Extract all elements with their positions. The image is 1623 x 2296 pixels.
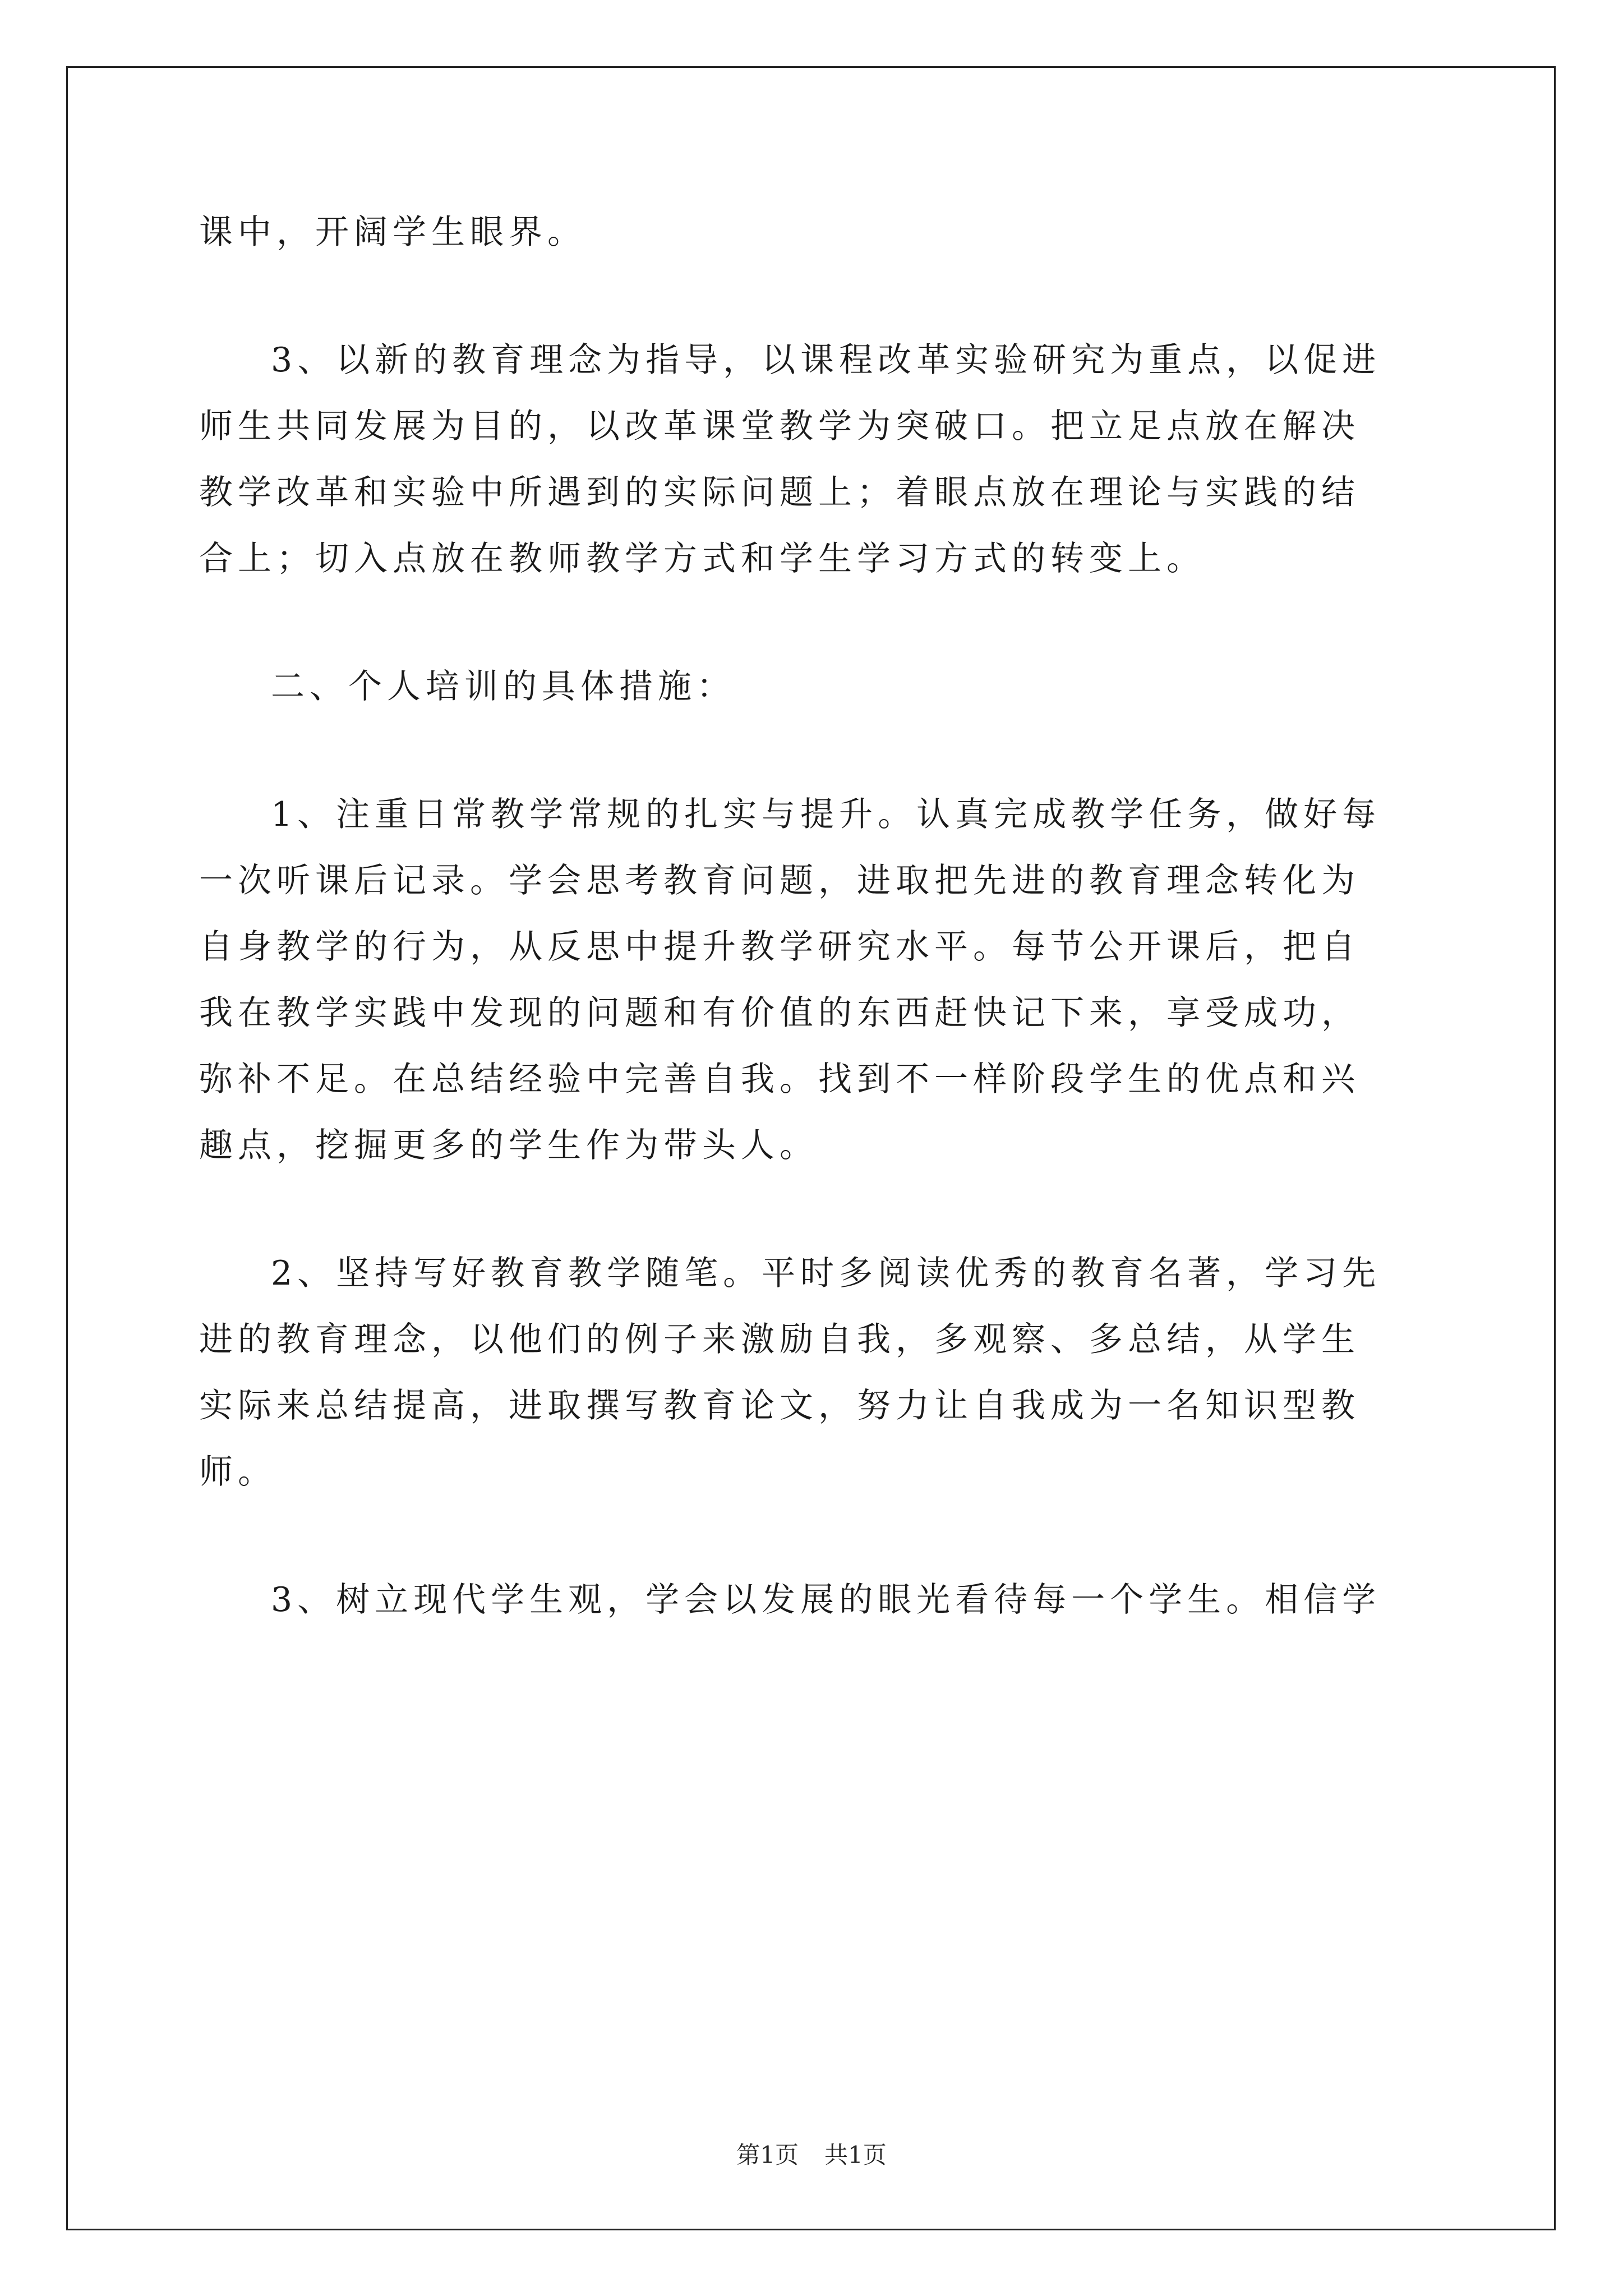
- text-line: 教学改革和实验中所遇到的实际问题上；着眼点放在理论与实践的结: [199, 473, 1360, 512]
- text-line: 趣点，挖掘更多的学生作为带头人。: [199, 1126, 818, 1165]
- paragraph: [199, 654, 1430, 720]
- text-line: 3、树立现代学生观，学会以发展的眼光看待每一个学生。相信学: [271, 1580, 1381, 1619]
- paragraph: [199, 199, 1430, 265]
- page-footer: [0, 2138, 1623, 2172]
- text-line: 进的教育理念，以他们的例子来激励自我，多观察、多总结，从学生: [199, 1320, 1360, 1359]
- text-line: 我在教学实践中发现的问题和有价值的东西赶快记下来，享受成功，: [199, 993, 1360, 1033]
- paragraph: [199, 327, 1430, 592]
- text-line: 2、坚持写好教育教学随笔。平时多阅读优秀的教育名著，学习先: [271, 1254, 1381, 1293]
- text-line: 师生共同发展为目的，以改革课堂教学为突破口。把立足点放在解决: [199, 407, 1360, 446]
- text-line: 一次听课后记录。学会思考教育问题，进取把先进的教育理念转化为: [199, 861, 1360, 900]
- text-line: 实际来总结提高，进取撰写教育论文，努力让自我成为一名知识型教: [199, 1386, 1360, 1425]
- text-line: 合上；切入点放在教师教学方式和学生学习方式的转变上。: [199, 539, 1205, 578]
- text-line: 弥补不足。在总结经验中完善自我。找到不一样阶段学生的优点和兴: [199, 1060, 1360, 1099]
- paragraph: [199, 1567, 1430, 1633]
- paragraph: [199, 1240, 1430, 1505]
- document-body: [199, 199, 1430, 1633]
- text-line: 3、以新的教育理念为指导，以课程改革实验研究为重点，以促进: [271, 341, 1381, 380]
- text-line: 课中，开阔学生眼界。: [199, 213, 586, 252]
- text-line: 自身教学的行为，从反思中提升教学研究水平。每节公开课后，把自: [199, 927, 1360, 967]
- text-line: 1、注重日常教学常规的扎实与提升。认真完成教学任务，做好每: [271, 795, 1381, 834]
- page-total: 共1页: [824, 2141, 887, 2169]
- text-line: 师。: [199, 1452, 276, 1492]
- text-line: 二、个人培训的具体措施：: [271, 667, 735, 706]
- page-number: 第1页: [736, 2141, 799, 2169]
- paragraph: [199, 781, 1430, 1179]
